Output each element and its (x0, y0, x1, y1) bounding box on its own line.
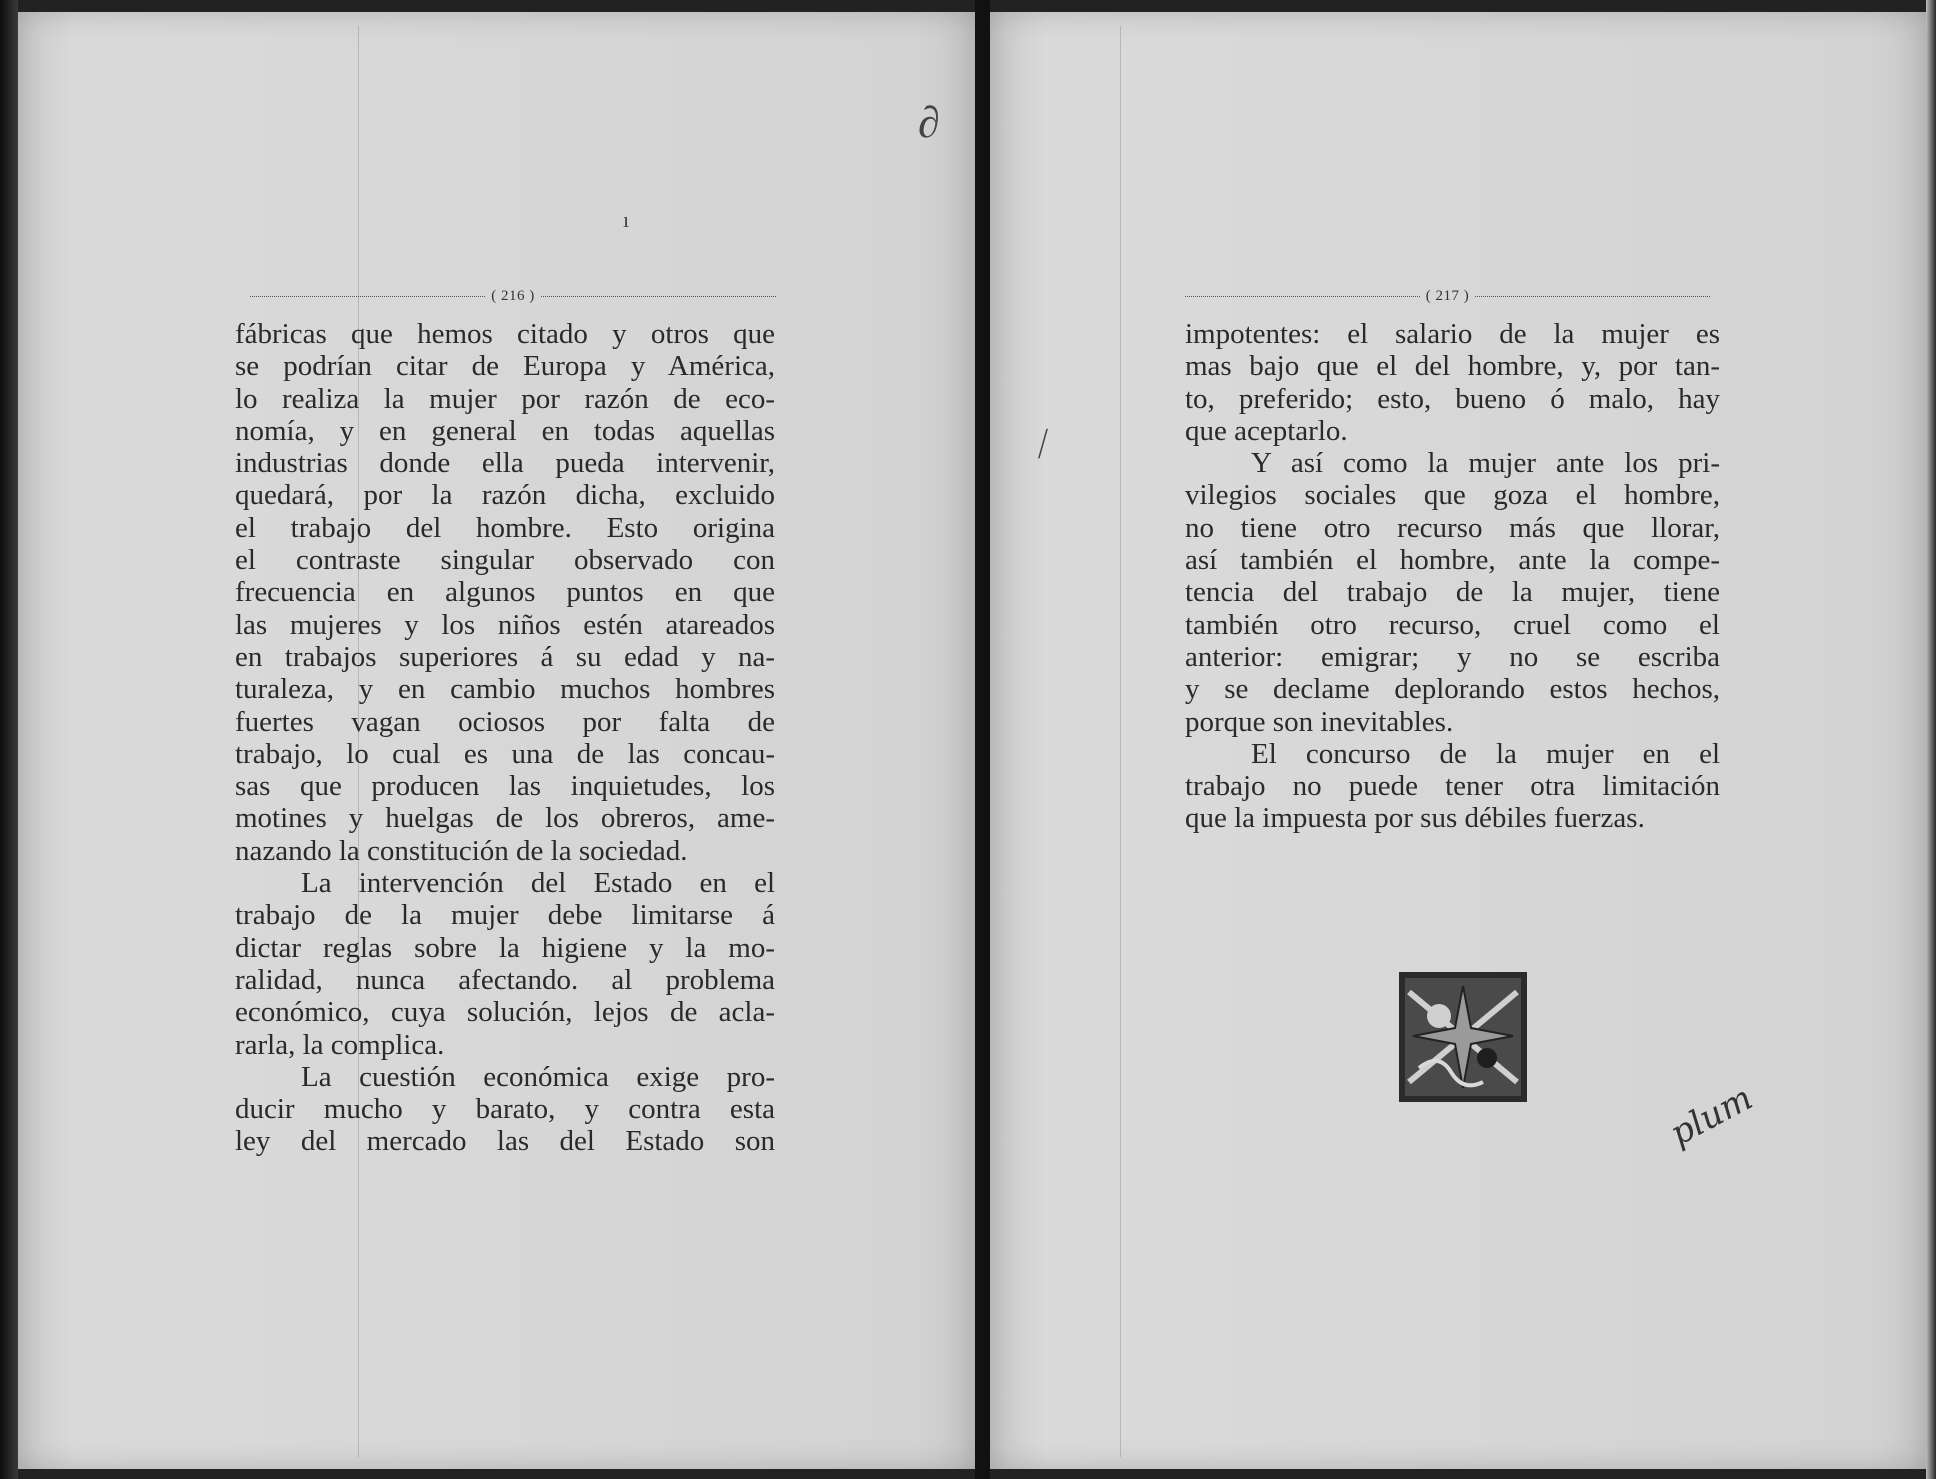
text-line (235, 544, 775, 576)
right-page-number: ( 217 ) (1425, 287, 1470, 304)
text-line (235, 770, 775, 802)
running-head-rule (541, 296, 776, 297)
text-line (1185, 318, 1720, 350)
left-page-number: ( 216 ) (491, 287, 535, 304)
right-running-head (1185, 286, 1710, 306)
text-line-content: industrias donde ella pueda intervenir, (235, 447, 775, 480)
text-line (235, 1125, 775, 1157)
text-line (235, 932, 775, 964)
text-line-content: el contraste singular observado con (235, 544, 775, 577)
text-line-content: el trabajo del hombre. Esto origina (235, 511, 775, 544)
text-line-content: to, preferido; esto, bueno ó malo, hay (1185, 382, 1720, 415)
text-line (235, 1093, 775, 1125)
text-line-content: mas bajo que el del hombre, y, por tan- (1185, 350, 1720, 383)
text-line (1185, 544, 1720, 576)
text-line (235, 1061, 775, 1093)
text-line (235, 1029, 775, 1061)
left-page-edge (0, 0, 18, 1479)
text-line (235, 738, 775, 770)
text-line-content: tencia del trabajo de la mujer, tiene (1185, 576, 1720, 609)
text-line (1185, 383, 1720, 415)
text-line-content: vilegios sociales que goza el hombre, (1185, 479, 1720, 512)
text-line-content: y se declame deplorando estos hechos, (1185, 673, 1720, 706)
text-line (235, 318, 775, 350)
text-line-content: El concurso de la mujer en el (1251, 737, 1720, 770)
text-line-content: trabajo no puede tener otra limitación (1185, 770, 1720, 803)
text-line (235, 447, 775, 479)
text-line-content: también otro recurso, cruel como el (1185, 608, 1720, 641)
running-head-rule (1185, 296, 1420, 297)
text-line (235, 673, 775, 705)
text-line-content: rarla, la complica. (235, 1028, 445, 1061)
text-line-content: nazando la constitución de la sociedad. (235, 834, 688, 867)
text-line (235, 415, 775, 447)
text-line (235, 479, 775, 511)
text-line-content: fuertes vagan ociosos por falta de (235, 705, 775, 738)
right-page-text (1185, 318, 1720, 835)
text-line (1185, 447, 1720, 479)
text-line (235, 512, 775, 544)
text-line (1185, 479, 1720, 511)
text-line-content: anterior: emigrar; y no se escriba (1185, 640, 1720, 673)
text-line-content: frecuencia en algunos puntos en que (235, 576, 775, 609)
text-line-content: en trabajos superiores á su edad y na- (235, 640, 775, 673)
text-line (1185, 415, 1720, 447)
text-line-content: La intervención del Estado en el (301, 867, 775, 900)
text-line-content: Y así como la mujer ante los pri- (1251, 447, 1720, 480)
printers-ornament-icon (1399, 972, 1527, 1102)
text-line (235, 867, 775, 899)
running-head-rule (1475, 296, 1710, 297)
handwritten-note: plum (1663, 1077, 1760, 1155)
stain-mark: ∂ (918, 98, 940, 147)
right-page-crease (1120, 26, 1121, 1457)
text-line-content: fábricas que hemos citado y otros que (235, 318, 775, 350)
pencil-mark: ⁄ (1033, 423, 1054, 465)
book-gutter (975, 0, 990, 1479)
text-line (235, 576, 775, 608)
text-line (235, 899, 775, 931)
text-line-content: La cuestión económica exige pro- (301, 1060, 775, 1093)
text-line-content: económico, cuya solución, lejos de acla- (235, 996, 775, 1029)
text-line-content: ralidad, nunca afectando. al problema (235, 963, 775, 996)
text-line (235, 996, 775, 1028)
text-line (1185, 641, 1720, 673)
text-line-content: sas que producen las inquietudes, los (235, 770, 775, 803)
text-line-content: quedará, por la razón dicha, excluido (235, 479, 775, 512)
text-line-content: trabajo, lo cual es una de las concau- (235, 737, 775, 770)
text-line (235, 835, 775, 867)
right-page-edge (1926, 0, 1936, 1479)
text-line-content: motines y huelgas de los obreros, ame- (235, 802, 775, 835)
text-line (235, 802, 775, 834)
text-line (1185, 706, 1720, 738)
text-line (235, 641, 775, 673)
text-line-content: lo realiza la mujer por razón de eco- (235, 382, 775, 415)
left-running-head (250, 286, 776, 306)
text-line-content: ley del mercado las del Estado son (235, 1125, 775, 1158)
text-line (235, 964, 775, 996)
text-line-content: que la impuesta por sus débiles fuerzas. (1185, 802, 1645, 835)
text-line (1185, 576, 1720, 608)
text-line (1185, 770, 1720, 802)
text-line (1185, 738, 1720, 770)
text-line-content: turaleza, y en cambio muchos hombres (235, 673, 775, 706)
text-line-content: así también el hombre, ante la compe- (1185, 544, 1720, 577)
left-page-text (235, 318, 775, 1158)
text-line-content: nomía, y en general en todas aquellas (235, 414, 775, 447)
text-line (1185, 512, 1720, 544)
text-line (235, 383, 775, 415)
text-line-content: que aceptarlo. (1185, 414, 1348, 447)
text-line-content: se podrían citar de Europa y América, (235, 350, 775, 383)
speck-mark: ı (623, 207, 630, 232)
text-line (1185, 802, 1720, 834)
text-line (235, 706, 775, 738)
text-line (235, 350, 775, 382)
text-line-content: dictar reglas sobre la higiene y la mo- (235, 931, 775, 964)
text-line-content: porque son inevitables. (1185, 705, 1454, 738)
text-line-content: no tiene otro recurso más que llorar, (1185, 511, 1720, 544)
text-line (1185, 673, 1720, 705)
text-line-content: trabajo de la mujer debe limitarse á (235, 899, 775, 932)
text-line (1185, 609, 1720, 641)
text-line-content: las mujeres y los niños estén atareados (235, 608, 775, 641)
running-head-rule (250, 296, 485, 297)
text-line-content: ducir mucho y barato, y contra esta (235, 1093, 775, 1126)
text-line (1185, 350, 1720, 382)
text-line (235, 609, 775, 641)
text-line-content: impotentes: el salario de la mujer es (1185, 318, 1720, 350)
